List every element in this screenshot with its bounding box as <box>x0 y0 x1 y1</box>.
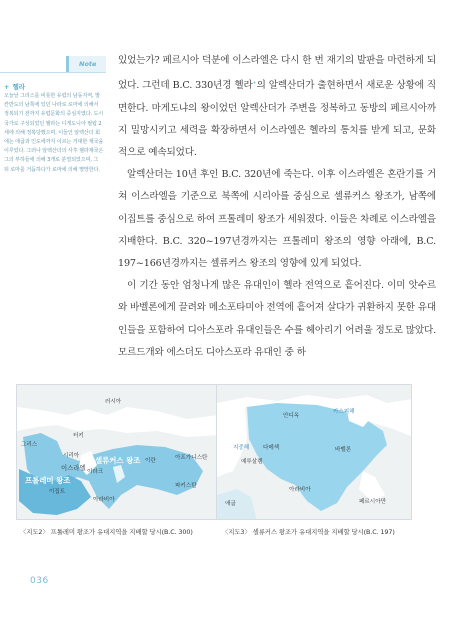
note-divider <box>0 72 106 73</box>
note-title-marker: + <box>4 83 10 91</box>
note-tab <box>66 56 106 72</box>
map2-label-antioch: 안디옥 <box>283 413 300 419</box>
map2-label-egypt: 애굽 <box>225 501 236 507</box>
map1-caption: 〈지도2〉 프톨레미 왕조가 유대지역을 지배할 당시(B.C. 300) <box>20 528 193 536</box>
map2-label-damascus: 다메섹 <box>263 445 280 451</box>
map1-label-turkey: 터키 <box>73 433 84 439</box>
paragraph-3: 이 기간 동안 엄청나게 많은 유대인이 헬라 전역으로 흩어진다. 이미 앗수르와 바벨론에게 끌려와 메소포타미아 전역에 흩어져 살다가 귀환하지 못한 유대인들을 포함하여 디아스포라 유대인들은 수를 헤아리기 어려울 정도로 많았다. 모르드개와 에스더도 디아스포라 유대인 중 하 <box>118 280 436 358</box>
map1-label-egypt: 이집트 <box>49 489 66 495</box>
map2-label-babylon: 바벨론 <box>335 447 352 453</box>
note-body: 오늘날 그리스를 비롯한 유럽의 남동지역, 발칸반도의 남쪽에 있던 나라로 로마에 의해서 정복되기 전까지 유럽문화의 중심지였다. 도시국가로 구성되었던 헬라는 디게도니아 필립 2세에 의해 정복당했으며, 이들인 알렉산더 회에는 애굽과 인도에까지 이르는 거대한 제국을 이루었다. 그러나 알렉산더의 사후 헬라제국은 그의 부하들에 의해 3개로 분열되었으며, 그 뒤 로마를 거듭하다가 로마에 의해 멸망한다. <box>4 93 104 173</box>
map1-label-pakistan: 파키스탄 <box>175 483 197 489</box>
map2-label-mediterranean: 지중해 <box>233 445 250 451</box>
map2-label-jerusalem: 예루살렘 <box>241 459 263 465</box>
map2-label-persian-gulf: 페르시아만 <box>359 499 387 505</box>
main-text <box>118 50 436 364</box>
page-number: 036 <box>30 576 49 586</box>
map2-caption: 〈지도3〉 셀류커스 왕조가 유대지역을 지배할 당시(B.C. 197) <box>222 528 395 536</box>
map1-label-seleucid: 셀류커스 왕조 <box>95 456 141 465</box>
map1-label-syria: 시리아 <box>63 453 80 459</box>
note-tab-label: Note <box>79 60 97 68</box>
map2-label-caspian: 카스피해 <box>333 409 355 415</box>
note-sidebar <box>0 56 106 266</box>
map1-label-russia: 러시아 <box>105 399 122 405</box>
map1-label-afghanistan: 아프가니스탄 <box>175 455 208 461</box>
note-title-text: 헬라 <box>12 83 25 91</box>
footnote-marker: + <box>252 80 257 87</box>
map1-label-arabia: 아라비아 <box>93 497 115 503</box>
map-ptolemy <box>16 384 218 520</box>
paragraph-1: 있었는가? 페르시아 덕분에 이스라엘은 다시 한 번 재기의 발판을 마련하게 되었다. 그런데 B.C. 330년경 헬라+의 알렉산더가 출현하면서 새로운 상황에 직면한다. 마게도냐의 왕이었던 알렉산더가 주변을 정복하고 동방의 페르시아까지 밀망시키고 세력을 확장하면서 이스라엘은 헬라의 통치를 받게 되고, 문화적으로 예속되었다. <box>118 55 436 158</box>
map1-label-iraq: 이라크 <box>87 469 104 475</box>
paragraph-2: 알렉산더는 10년 후인 B.C. 320년에 죽는다. 이후 이스라엘은 혼란기를 거쳐 이스라엘을 기준으로 북쪽에 시리아를 중심으로 셀류커스 왕조가, 남쪽에 이집트를 중심으로 하여 프톨레미 왕조가 세워졌다. 이들은 차례로 이스라엘을 지배한다. B.C. 320~197년경까지는 프톨레미 왕조의 영향 아래에, B.C. 197~166년경까지는 셀류커스 왕조의 영향에 있게 되었다. <box>118 169 436 270</box>
map1-label-ptolemy: 프톨레미 왕조 <box>25 476 71 485</box>
note-title <box>4 82 25 91</box>
map1-label-iran: 이란 <box>145 458 156 464</box>
map-seleucid <box>216 384 412 520</box>
map1-label-greece: 그리스 <box>21 442 38 448</box>
map1-label-israel: 이스라엘 <box>61 464 86 472</box>
map2-label-arabia: 아라비아 <box>289 487 311 493</box>
